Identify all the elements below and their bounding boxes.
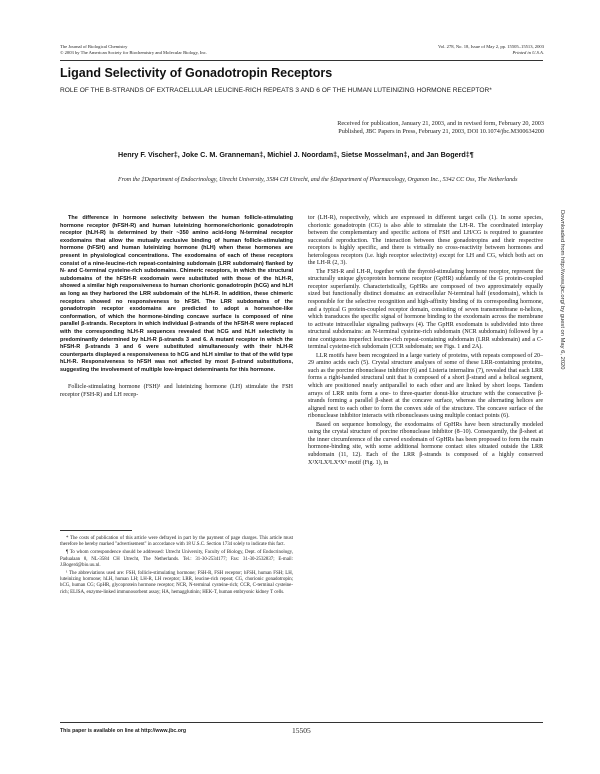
footnote-abbreviations: ¹ The abbreviations used are: FSH, follicle-stimulating hormone; FSH-R, FSH receptor; hFSH, human FSH; LH, luteinizing hormone; hLH, human LH; LH-R, LH receptor; LRR, leucine-rich repeat; CG, chorionic gonadotropin; hCG, human CG; GpHR, glycoprotein hormone receptor; NCR, N-terminal cysteine-rich; CCR, C-terminal cysteine-rich; ELISA, enzyme-linked immunosorbent assay; HA, hemagglutinin; HEK-T, human embryonic kidney T cells. [60, 571, 293, 595]
page-number: 15505 [292, 726, 311, 735]
copyright-line: © 2003 by The American Society for Biochemistry and Molecular Biology, Inc. [60, 50, 207, 55]
body-paragraph: The FSH-R and LH-R, together with the thyroid-stimulating hormone receptor, represent the structurally unique glycoprotein hormone receptor (GpHR) subfamily of the G protein-coupled receptor superfamily. Characteristically, GpHRs are composed of two approximately equally sized but functionally distinct domains: an extracellular N-terminal half (exodomain), which is responsible for the selective recognition and high-affinity binding of its corresponding hormone, and a typical G protein-coupled receptor domain, consisting of seven transmembrane α-helices, which transduces the specific signal of hormone binding to the exodomain across the membrane to activate intracellular signaling pathways (4). The GpHR exodomain is subdivided into three structural subdomains: an N-terminal cysteine-rich subdomain (NCR subdomain) followed by a nine contiguous imperfect leucine-rich repeat-containing subdomain (LRR subdomain) and a C-terminal cysteine-rich subdomain (CCR subdomain; see Figs. 1 and 2A). [308, 268, 543, 351]
journal-name: The Journal of Biological Chemistry [60, 44, 128, 49]
left-column [60, 215, 293, 400]
download-note: Downloaded from http://www.jbc.org/ by guest on May 6, 2020 [559, 210, 565, 370]
received-line: Received for publication, January 21, 2003, and in revised form, February 20, 2003 [337, 120, 544, 127]
footnotes [60, 536, 293, 598]
body-paragraph: LLR motifs have been recognized in a large variety of proteins, with repeats composed of 20–29 amino acids each (5). Crystal structure analyses of some of these LRR-containing proteins, such as the porcine ribonuclease inhibitor (6) and Listeria internalins (7), revealed that each LRR forms a right-handed structural unit that is composed of a short β-strand and a helical segment, which are positioned nearly antiparallel to each other and are linked by short loops. Tandem arrays of LRR units form a one- to three-quarter donut-like structure with the consecutive β-strands forming a parallel β-sheet at the concave surface, whereas the alternating helices are aligned next to each other to form the convex side of the structure. The concave surface of the ribonuclease inhibitor interacts with ribonucleases using multiple contact points (6). [308, 352, 543, 420]
footnote-correspondence: ¶ To whom correspondence should be addressed: Utrecht University, Faculty of Biology, Dept. of Endocrinology, Padualaan 8, NL-3584 CH Utrecht, The Netherlands. Tel.: 31-30-2534177; Fax: 31-30-2532837; E-mail: J.Bogerd@bio.uu.nl. [60, 550, 293, 568]
volume-line: Vol. 278, No. 18, Issue of May 2, pp. 15505–15513, 2003 [438, 44, 544, 49]
footnote-rule [60, 530, 132, 531]
abstract: The difference in hormone selectivity between the human follicle-stimulating hormone receptor (hFSH-R) and human luteinizing hormone/chorionic gonadotropin receptor (hLH-R) is determined by their ~350 amino acid-long N-terminal receptor exodomains that allow the mutually exclusive binding of human follicle-stimulating hormone (hFSH) and human luteinizing hormone (hLH) when these hormones are present in physiological concentrations. The exodomains of each of these receptors consist of a nine-leucine-rich repeat-containing subdomain (LRR subdomain) flanked by N- and C-terminal cysteine-rich subdomains. Chimeric receptors, in which the structural subdomains of the hFSH-R exodomain were substituted with those of the hLH-R, showed a similar high responsiveness to human chorionic gonadotropin (hCG) and hLH as long as they harbored the LRR subdomain of the hLH-R. In addition, these chimeric receptors showed no responsiveness to hFSH. The LRR subdomains of the gonadotropin receptor exodomains are predicted to adopt a horseshoe-like conformation, of which the hormone-binding concave surface is composed of nine parallel β-strands. Receptors in which individual β-strands of the hFSH-R were replaced with the corresponding hLH-R sequences revealed that hCG and hLH selectivity is predominantly determined by hLH-R β-strands 3 and 6. A mutant receptor in which the hFSH-R β-strands 3 and 6 were substituted simultaneously with their hLH-R counterparts displayed a responsiveness to hCG and hLH similar to that of the wild type hLH-R. Responsiveness to hFSH was not affected by most β-strand substitutions, suggesting the involvement of multiple low-impact determinants for this hormone. [60, 215, 293, 373]
printed-line: Printed in U.S.A. [512, 50, 544, 55]
author-list: Henry F. Vischer‡, Joke C. M. Granneman‡, Michiel J. Noordam‡, Sietse Mosselman‡, and Jan Bogerd‡¶ [118, 150, 474, 159]
footnote-costs: * The costs of publication of this article were defrayed in part by the payment of page charges. This article must therefore be hereby marked "advertisement" in accordance with 18 U.S.C. Section 1734 solely to indicate this fact. [60, 536, 293, 548]
affiliation: From the ‡Department of Endocrinology, Utrecht University, 3584 CH Utrecht, and the §Department of Pharmacology, Organon Inc., 5342 CC Oss, The Netherlands [118, 177, 518, 183]
published-line: Published, JBC Papers in Press, February 21, 2003, DOI 10.1074/jbc.M300634200 [338, 128, 544, 135]
footer-rule [60, 722, 543, 723]
journal-header [60, 44, 207, 56]
publication-dates [124, 120, 544, 136]
article-title: Ligand Selectivity of Gonadotropin Receptors [60, 66, 333, 80]
article-subtitle: ROLE OF THE Β-STRANDS OF EXTRACELLULAR LEUCINE-RICH REPEATS 3 AND 6 OF THE HUMAN LUTEINIZING HORMONE RECEPTOR* [60, 87, 492, 94]
header-rule [60, 60, 543, 61]
body-paragraph: tor (LH-R), respectively, which are expressed in different target cells (1). In some species, chorionic gonadotropin (CG) is also able to stimulate the LH-R. The coordinated interplay between the complementary and specific actions of FSH and LH/CG is required to guarantee successful reproduction. The interaction between these gonadotropins and their respective receptors is highly specific, and there is virtually no cross-reactivity between hormones and heterologous receptors (i.e. high receptor selectivity) except for LH and CG, which both act on the LH-R (2, 3). [308, 215, 543, 267]
body-paragraph: Based on sequence homology, the exodomains of GpHRs have been structurally modeled using the crystal structure of porcine ribonuclease inhibitor (8–10). Consequently, the β-sheet at the inner circumference of the curved exodomain of GpHRs has been proposed to form the main hormone-binding site, with some additional hormone contact sites situated outside the LRR subdomain (11, 12). Each of the LRR β-strands is composed of a highly conserved X¹X²LX³LX⁴X⁵ motif (Fig. 1), in [308, 421, 543, 466]
availability-note: This paper is available on line at http://www.jbc.org [60, 728, 187, 734]
intro-paragraph: Follicle-stimulating hormone (FSH)¹ and luteinizing hormone (LH) stimulate the FSH receptor (FSH-R) and LH recep- [60, 384, 293, 399]
right-column [308, 215, 543, 468]
download-watermark [558, 210, 564, 610]
issue-header [438, 44, 544, 56]
